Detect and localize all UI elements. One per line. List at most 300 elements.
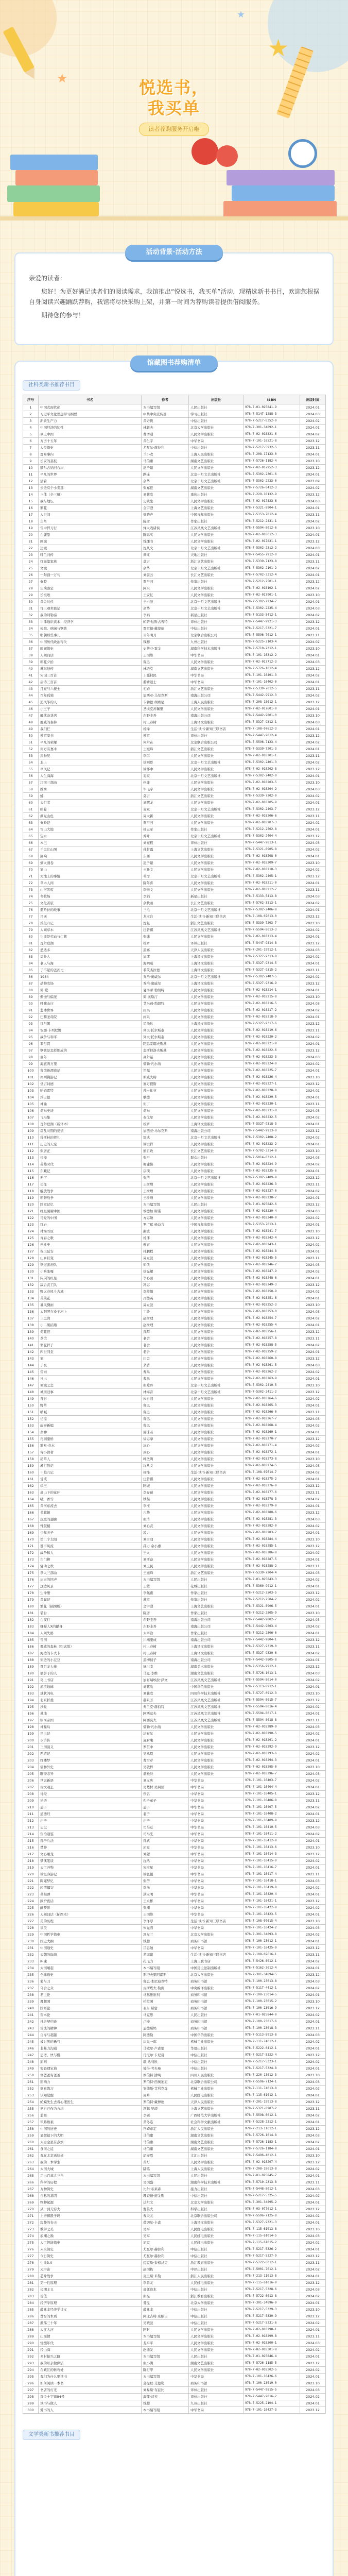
cell-publisher: 浙江文艺出版社 — [189, 558, 243, 565]
cell-index: 111 — [23, 1141, 39, 1148]
cell-title: 四世同堂 — [39, 1349, 142, 1355]
cell-index: 172 — [23, 1550, 39, 1556]
cell-index: 215 — [23, 1838, 39, 1844]
cell-isbn: 978-7-101-16422-8 — [243, 1905, 300, 1911]
cell-publisher: 人民文学出版社 — [189, 1556, 243, 1563]
cell-title: 孙子兵法 — [39, 1838, 142, 1844]
cell-isbn: 978-7-01-025842-6 — [243, 1201, 300, 1208]
cell-author: 王安忆 — [142, 592, 189, 599]
cell-date: 2023.12 — [300, 579, 326, 585]
table-row — [23, 565, 326, 572]
cell-index: 298 — [23, 2394, 39, 2400]
cell-date: 2024.01 — [300, 773, 326, 779]
table-row — [23, 1054, 326, 1061]
booklist-subtag: 文学类新书推荐书目 — [23, 2430, 80, 2440]
cell-isbn: 978-7-5217-6352-0 — [243, 418, 300, 425]
cell-author: 亚当·斯密 — [142, 2005, 189, 2012]
table-row — [23, 1275, 326, 1282]
cell-publisher: 重庆出版社 — [189, 492, 243, 498]
cell-author: 李娟 — [142, 893, 189, 900]
cell-index: 16 — [23, 505, 39, 512]
cell-index: 261 — [23, 2146, 39, 2153]
cell-index: 157 — [23, 1449, 39, 1456]
cell-date: 2023.12 — [300, 1945, 326, 1952]
cell-title: 哈姆雷特 — [39, 1088, 142, 1094]
cell-index: 196 — [23, 1710, 39, 1717]
cell-title: 陶庵梦忆 — [39, 1878, 142, 1885]
cell-isbn: 978-7-5302-2403-7 — [243, 806, 300, 813]
cell-author: 李修文 — [142, 887, 189, 893]
table-row — [23, 1938, 326, 1945]
cell-title: 江南三部曲 — [39, 779, 142, 786]
cell-publisher: 人民文学出版社 — [189, 786, 243, 793]
cell-index: 141 — [23, 1342, 39, 1349]
cell-author: 老舍 — [142, 1349, 189, 1355]
cell-title: 呐喊 — [39, 1409, 142, 1416]
cell-index: 153 — [23, 1422, 39, 1429]
cell-index: 280 — [23, 2273, 39, 2280]
table-header-cell: 序号 — [23, 395, 39, 404]
cell-author: 刘慈欣 — [142, 1690, 189, 1697]
cell-author: 王树增 — [142, 1195, 189, 1201]
cell-index: 175 — [23, 1570, 39, 1577]
cell-isbn: 978-7-5302-2233-0 — [243, 478, 300, 485]
cell-publisher: 人民文学出版社 — [189, 1751, 243, 1757]
table-row — [23, 840, 326, 846]
cell-publisher: 中信出版社 — [189, 2320, 243, 2327]
table-row — [23, 545, 326, 552]
cell-author: 林语堂 — [142, 666, 189, 672]
cell-isbn: 978-7-5217-5321-7 — [243, 625, 300, 632]
cell-title: 诗经 — [39, 1791, 142, 1798]
cell-title: 水浒传 — [39, 1737, 142, 1744]
cell-author: 张磊 — [142, 2293, 189, 2300]
cell-date: 2023.10 — [300, 1998, 326, 2005]
table-row — [23, 1824, 326, 1831]
cell-author: 龙平平 — [142, 2340, 189, 2347]
cell-isbn: 978-7-03-077012-1 — [243, 2206, 300, 2213]
cell-publisher: 人民文学出版社 — [189, 592, 243, 599]
cell-date: 2024.01 — [300, 1630, 326, 1637]
cell-index: 170 — [23, 1536, 39, 1543]
cell-title: 三体（全三册） — [39, 492, 142, 498]
table-row — [23, 1443, 326, 1449]
cell-date: 2023.11 — [300, 1643, 326, 1650]
table-row — [23, 592, 326, 599]
table-row — [23, 2025, 326, 2032]
cell-title: 枪炮、病菌与钢铁 — [39, 625, 142, 632]
cell-author: 何常在 — [142, 739, 189, 746]
table-row — [23, 465, 326, 471]
cell-date: 2024.01 — [300, 1911, 326, 1918]
cell-index: 88 — [23, 987, 39, 994]
cell-title: 蛤蟆先生去看心理医生 — [39, 2099, 142, 2106]
cell-date: 2023.11 — [300, 558, 326, 565]
cell-publisher: 湖南文艺出版社 — [189, 1670, 243, 1677]
cell-date: 2023.12 — [300, 1329, 326, 1335]
cell-title: 张居正 — [39, 1148, 142, 1155]
cell-author: 龙应台 — [142, 913, 189, 920]
cell-date: 2024.01 — [300, 2119, 326, 2126]
cell-publisher: 人民文学出版社 — [189, 1429, 243, 1436]
cell-isbn: 978-7-02-018259-2 — [243, 1349, 300, 1355]
cell-title: 数学之美 — [39, 2226, 142, 2233]
cell-title: 小兵张嘎 — [39, 1268, 142, 1275]
cell-isbn: 978-7-02-018301-8 — [243, 2347, 300, 2353]
table-row — [23, 1322, 326, 1329]
cell-publisher: 上海译文出版社 — [189, 719, 243, 726]
cell-title: 影响力 — [39, 2079, 142, 2086]
cell-date: 2023.12 — [300, 2126, 326, 2132]
cell-date: 2024.03 — [300, 498, 326, 505]
cell-index: 82 — [23, 947, 39, 954]
cell-index: 125 — [23, 1235, 39, 1242]
cell-isbn: 978-7-5225-2104-1 — [243, 2400, 300, 2407]
cell-title: 穷查理宝典 — [39, 2065, 142, 2072]
table-row — [23, 1851, 326, 1858]
cell-publisher: 中华书局 — [189, 1798, 243, 1804]
cell-date: 2023.12 — [300, 2360, 326, 2367]
cell-isbn: 978-7-02-018289-9 — [243, 1724, 300, 1731]
cell-publisher: 中华书局 — [189, 679, 243, 686]
table-row — [23, 1791, 326, 1798]
cell-index: 117 — [23, 1181, 39, 1188]
cell-isbn: 978-7-101-16423-5 — [243, 1911, 300, 1918]
cell-isbn: 978-7-5302-2312-2 — [243, 545, 300, 552]
cell-publisher: 商务印书馆 — [189, 2005, 243, 2012]
cell-index: 66 — [23, 840, 39, 846]
cell-index: 56 — [23, 773, 39, 779]
cell-isbn: 978-7-5594-8013-3 — [243, 927, 300, 934]
cell-publisher: 人民文学出版社 — [189, 1067, 243, 1074]
cell-index: 217 — [23, 1851, 39, 1858]
cell-title: 应物兄 — [39, 753, 142, 759]
cell-date: 2024.03 — [300, 2286, 326, 2293]
cell-publisher: 人民文学出版社 — [189, 1289, 243, 1295]
cell-index: 140 — [23, 1335, 39, 1342]
cell-publisher: 中国青年出版社 — [189, 512, 243, 518]
table-header-cell: 出版社 — [189, 395, 243, 404]
table-row — [23, 1717, 326, 1724]
cell-isbn: 978-7-02-018207-3 — [243, 820, 300, 826]
cell-index: 264 — [23, 2166, 39, 2173]
cell-title: 目送 — [39, 913, 142, 920]
cell-isbn: 978-7-5722-6012-1 — [243, 2260, 300, 2266]
cell-title: 百年孤独 — [39, 692, 142, 699]
cell-author: 王火 — [142, 1550, 189, 1556]
cell-index: 106 — [23, 1108, 39, 1114]
cell-isbn: 978-7-5496-4012-1 — [243, 2153, 300, 2159]
cell-publisher: 人民文学出版社 — [189, 1081, 243, 1088]
table-row — [23, 1235, 326, 1242]
table-row — [23, 532, 326, 538]
cell-isbn: 978-7-101-16425-9 — [243, 1945, 300, 1952]
cell-index: 208 — [23, 1791, 39, 1798]
cell-publisher: 华夏出版社 — [189, 2045, 243, 2052]
table-row — [23, 1684, 326, 1690]
cell-title: 红星照耀中国 — [39, 1208, 142, 1215]
cell-publisher: 江苏凤凰文艺出版社 — [189, 1697, 243, 1704]
cell-author: 刘亮程 — [142, 840, 189, 846]
cell-index: 200 — [23, 1737, 39, 1744]
cell-author: 王旭烽 — [142, 746, 189, 753]
table-row — [23, 907, 326, 913]
cell-isbn: 978-7-02-018295-0 — [243, 1764, 300, 1771]
cell-title: 寂静的春天 — [39, 2219, 142, 2226]
cell-author: 苏童 — [142, 1597, 189, 1603]
cell-isbn: 978-7-01-025843-3 — [243, 1577, 300, 1583]
cell-index: 142 — [23, 1349, 39, 1355]
cell-index: 285 — [23, 2307, 39, 2313]
cell-publisher: 生活·读书·新知三联书店 — [189, 913, 243, 920]
table-row — [23, 1630, 326, 1637]
cell-author: 村上春树 — [142, 719, 189, 726]
cell-date: 2024.03 — [300, 2387, 326, 2394]
cell-title: 中国的历史 — [39, 2126, 142, 2132]
table-row — [23, 927, 326, 934]
cell-isbn: 978-7-5455-7912-0 — [243, 552, 300, 558]
cell-index: 126 — [23, 1242, 39, 1248]
cell-date: 2023.12 — [300, 438, 326, 445]
table-row — [23, 1918, 326, 1925]
cell-publisher: 人民文学出版社 — [189, 1409, 243, 1416]
cell-date: 2024.02 — [300, 1215, 326, 1222]
cell-isbn: 978-7-115-61015-2 — [243, 2240, 300, 2246]
table-row — [23, 1664, 326, 1670]
cell-isbn: 978-7-5302-2405-1 — [243, 873, 300, 880]
cell-publisher: 科学出版社 — [189, 2206, 243, 2213]
cell-title: 秦腔 — [39, 579, 142, 585]
cell-date: 2023.12 — [300, 980, 326, 987]
cell-title: 芯片战争 — [39, 2273, 142, 2280]
cell-date: 2024.01 — [300, 746, 326, 753]
cell-index: 30 — [23, 599, 39, 605]
cell-publisher: 商务印书馆 — [189, 2025, 243, 2032]
table-row — [23, 1396, 326, 1402]
cell-date: 2024.01 — [300, 2246, 326, 2253]
cell-date: 2023.12 — [300, 1590, 326, 1597]
cell-isbn: 978-7-108-07616-1 — [243, 1952, 300, 1958]
cell-date: 2023.12 — [300, 1510, 326, 1516]
cell-index: 255 — [23, 2106, 39, 2112]
cell-author: 黑塞 — [142, 947, 189, 954]
cell-publisher: 人民邮电出版社 — [189, 2233, 243, 2240]
cell-date: 2023.12 — [300, 492, 326, 498]
table-row — [23, 2199, 326, 2206]
cell-date: 2024.01 — [300, 1965, 326, 1972]
table-row — [23, 987, 326, 994]
cell-title: 黄金时代 — [39, 599, 142, 605]
cell-title: 三国演义 — [39, 1744, 142, 1751]
table-row — [23, 940, 326, 947]
hero-title-line2: 我买单 — [147, 98, 200, 118]
cell-title: 少年天子 — [39, 1530, 142, 1536]
cell-date: 2024.02 — [300, 2012, 326, 2019]
cell-date: 2024.03 — [300, 840, 326, 846]
table-row — [23, 2253, 326, 2260]
cell-publisher: 作家出版社 — [189, 518, 243, 525]
cell-date: 2024.01 — [300, 800, 326, 806]
table-row — [23, 826, 326, 833]
cell-title: 1984 — [39, 974, 142, 980]
cell-publisher: 人民文学出版社 — [189, 1141, 243, 1148]
cell-date: 2023.10 — [300, 1456, 326, 1463]
cell-index: 296 — [23, 2380, 39, 2387]
cell-title: 第一性原理 — [39, 2280, 142, 2286]
cell-isbn: 978-7-5726-1183-1 — [243, 2139, 300, 2146]
table-row — [23, 538, 326, 545]
cell-date: 2024.02 — [300, 1422, 326, 1429]
cell-index: 209 — [23, 1798, 39, 1804]
cell-title: 孟子 — [39, 1804, 142, 1811]
cell-date: 2024.01 — [300, 1322, 326, 1329]
cell-title: 大地上的事情 — [39, 873, 142, 880]
cell-author: 张岱 — [142, 1878, 189, 1885]
table-row — [23, 1201, 326, 1208]
cell-index: 189 — [23, 1664, 39, 1670]
cell-author: 王国维 — [142, 1911, 189, 1918]
cell-date: 2024.03 — [300, 1670, 326, 1677]
cell-title: 挪威的森林 — [39, 719, 142, 726]
cell-index: 127 — [23, 1248, 39, 1255]
cell-date: 2024.01 — [300, 625, 326, 632]
cell-index: 248 — [23, 2059, 39, 2065]
cell-date: 2023.12 — [300, 2099, 326, 2106]
cell-publisher: 人民文学出版社 — [189, 1275, 243, 1282]
cell-index: 107 — [23, 1114, 39, 1121]
cell-title: 背影 — [39, 1396, 142, 1402]
cell-date: 2024.01 — [300, 1141, 326, 1148]
cell-publisher: 中国青年出版社 — [189, 1222, 243, 1228]
cell-publisher: 人民文学出版社 — [189, 1349, 243, 1355]
table-row — [23, 2159, 326, 2166]
cell-title: 生命是劳动与仁慈 — [39, 934, 142, 940]
cell-index: 289 — [23, 2333, 39, 2340]
cell-isbn: 978-7-02-018220-2 — [243, 1034, 300, 1041]
cell-index: 273 — [23, 2226, 39, 2233]
table-row — [23, 2206, 326, 2213]
cell-title: 月亮与六便士 — [39, 686, 142, 692]
cell-title: 从一到无穷大 — [39, 2206, 142, 2213]
cell-author: 沈复 — [142, 920, 189, 927]
cell-isbn: 978-7-02-018227-1 — [243, 1081, 300, 1088]
cell-title: 平凡的世界 — [39, 471, 142, 478]
cell-date: 2023.10 — [300, 2307, 326, 2313]
cell-author: 尤瓦尔·赫拉利 — [142, 2246, 189, 2253]
cell-title: 装台 — [39, 1610, 142, 1617]
cell-title: 时间简史 — [39, 646, 142, 652]
cell-title: 流浪地球 — [39, 1684, 142, 1690]
cell-index: 237 — [23, 1985, 39, 1992]
cell-index: 67 — [23, 846, 39, 853]
cell-date: 2024.02 — [300, 1496, 326, 1503]
cell-isbn: 978-7-02-018202-8 — [243, 766, 300, 773]
cell-index: 222 — [23, 1885, 39, 1891]
cell-isbn: 978-7-101-16408-2 — [243, 1811, 300, 1818]
cell-isbn: 978-7-208-17133-0 — [243, 451, 300, 458]
cell-title: 我的二本学生 — [39, 2159, 142, 2166]
cell-publisher: 浙江文艺出版社 — [189, 746, 243, 753]
cell-title: 世说新语 — [39, 1777, 142, 1784]
cell-title: 红楼梦 — [39, 1757, 142, 1764]
cell-author: 蒲松龄 — [142, 1771, 189, 1777]
cell-publisher: 浙江文艺出版社 — [189, 686, 243, 692]
cell-title: 红高粱家族 — [39, 558, 142, 565]
table-body — [23, 404, 326, 2414]
cell-date: 2023.12 — [300, 2280, 326, 2286]
table-row — [23, 960, 326, 967]
hero-badge: 读者荐购服务开启啦 — [139, 123, 209, 136]
cell-index: 51 — [23, 739, 39, 746]
cell-date: 2024.01 — [300, 2045, 326, 2052]
cell-isbn: 978-7-5442-9913-0 — [243, 1128, 300, 1134]
cell-author: 迟子建 — [142, 465, 189, 471]
cell-author: 吴军 — [142, 2226, 189, 2233]
cell-isbn: 978-7-5302-2402-0 — [243, 773, 300, 779]
cell-title: 这边风景 — [39, 1583, 142, 1590]
table-row — [23, 2233, 326, 2240]
cell-date: 2023.12 — [300, 1081, 326, 1088]
cell-publisher: 九州出版社 — [189, 639, 243, 646]
cell-publisher: 上海译文出版社 — [189, 2219, 243, 2226]
cell-isbn: 978-7-02-018248-6 — [243, 1275, 300, 1282]
cell-publisher: 人民文学出版社 — [189, 1208, 243, 1215]
cell-date: 2024.02 — [300, 1885, 326, 1891]
cell-publisher: 浙江文艺出版社 — [189, 793, 243, 800]
table-row — [23, 1724, 326, 1731]
cell-title: 青春之歌 — [39, 1235, 142, 1242]
cell-date: 2024.01 — [300, 987, 326, 994]
cell-isbn: 978-7-5217-5322-4 — [243, 2052, 300, 2059]
cell-index: 190 — [23, 1670, 39, 1677]
cell-publisher: 中国民主法制出版社 — [189, 1965, 243, 1972]
cell-title: 太白金星有点烦 — [39, 2139, 142, 2146]
cell-author: 王树增 — [142, 1188, 189, 1195]
cell-date: 2023.12 — [300, 1898, 326, 1905]
cell-publisher: 人民文学出版社 — [189, 532, 243, 538]
cell-publisher: 人民文学出版社 — [189, 1422, 243, 1429]
cell-publisher: 中华书局 — [189, 1824, 243, 1831]
cell-author: 熊召政 — [142, 1148, 189, 1155]
cell-publisher: 中华书局 — [189, 1844, 243, 1851]
cell-index: 64 — [23, 826, 39, 833]
cell-isbn: 978-7-5339-7201-3 — [243, 746, 300, 753]
cell-author: 费孝通 — [142, 431, 189, 438]
cell-publisher: 人民文学出版社 — [189, 585, 243, 592]
cell-publisher: 江苏凤凰文艺出版社 — [189, 927, 243, 934]
cell-publisher: 中信出版社 — [189, 2059, 243, 2065]
cell-publisher: 中华书局 — [189, 2407, 243, 2414]
table-row — [23, 686, 326, 692]
cell-title: 棋王 — [39, 1483, 142, 1489]
cell-title: 动物农场 — [39, 980, 142, 987]
cell-isbn: 978-7-02-018247-9 — [243, 1268, 300, 1275]
table-row — [23, 2119, 326, 2126]
cell-author: 柳青 — [142, 1242, 189, 1248]
cell-publisher: 人民文学出版社 — [189, 1496, 243, 1503]
cell-publisher: 中信出版社 — [189, 2253, 243, 2260]
cell-date: 2023.12 — [300, 2407, 326, 2414]
cell-publisher: 人民文学出版社 — [189, 753, 243, 759]
cell-date: 2024.02 — [300, 974, 326, 980]
cell-publisher: 人民邮电出版社 — [189, 2226, 243, 2233]
cell-date: 2024.02 — [300, 431, 326, 438]
table-row — [23, 900, 326, 907]
table-row — [23, 1931, 326, 1938]
cell-title: 围炉夜话 — [39, 1898, 142, 1905]
cell-publisher: 生活·读书·新知三联书店 — [189, 1952, 243, 1958]
cell-author: 曹禺 — [142, 1376, 189, 1382]
